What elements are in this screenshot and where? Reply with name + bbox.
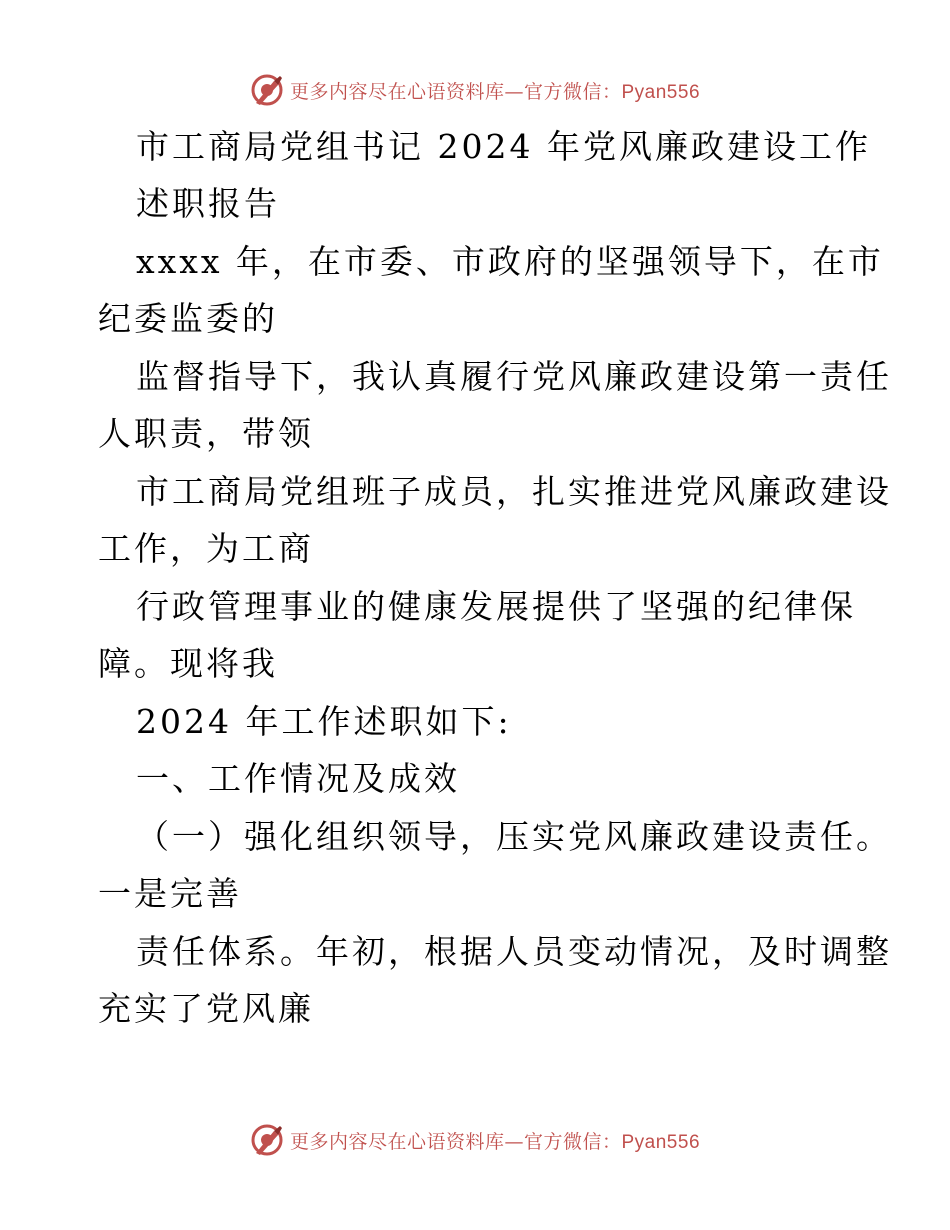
paragraph-line: 工作，为工商 — [98, 529, 314, 568]
paragraph-line: 一是完善 — [98, 874, 242, 913]
document-title-line-1: 市工商局党组书记 2024 年党风廉政建设工作 — [136, 127, 871, 166]
watermark-header — [0, 70, 950, 110]
watermark-text: 更多内容尽在心语资料库—官方微信：Pyan556 — [289, 80, 701, 103]
section-heading: 一、工作情况及成效 — [136, 759, 460, 798]
paragraph-line: 障。现将我 — [98, 644, 278, 683]
paragraph-line: 充实了党风廉 — [98, 989, 314, 1028]
paragraph-line: 行政管理事业的健康发展提供了坚强的纪律保 — [136, 587, 856, 626]
subsection-heading: （一）强化组织领导，压实党风廉政建设责任。 — [136, 817, 892, 856]
pen-logo-icon — [250, 73, 284, 107]
pen-logo-icon — [250, 1123, 284, 1157]
watermark-footer — [0, 1120, 950, 1160]
paragraph-line: 纪委监委的 — [98, 299, 278, 338]
paragraph-line: 人职责，带领 — [98, 414, 314, 453]
paragraph-line: 责任体系。年初，根据人员变动情况，及时调整 — [136, 932, 892, 971]
document-title-line-2: 述职报告 — [136, 184, 280, 223]
paragraph-line: 2024 年工作述职如下: — [136, 702, 512, 741]
paragraph-line: 市工商局党组班子成员，扎实推进党风廉政建设 — [136, 472, 892, 511]
watermark-text: 更多内容尽在心语资料库—官方微信：Pyan556 — [289, 1130, 701, 1153]
paragraph-line: 监督指导下，我认真履行党风廉政建设第一责任 — [136, 357, 892, 396]
paragraph-line: xxxx 年，在市委、市政府的坚强领导下，在市 — [136, 242, 884, 281]
